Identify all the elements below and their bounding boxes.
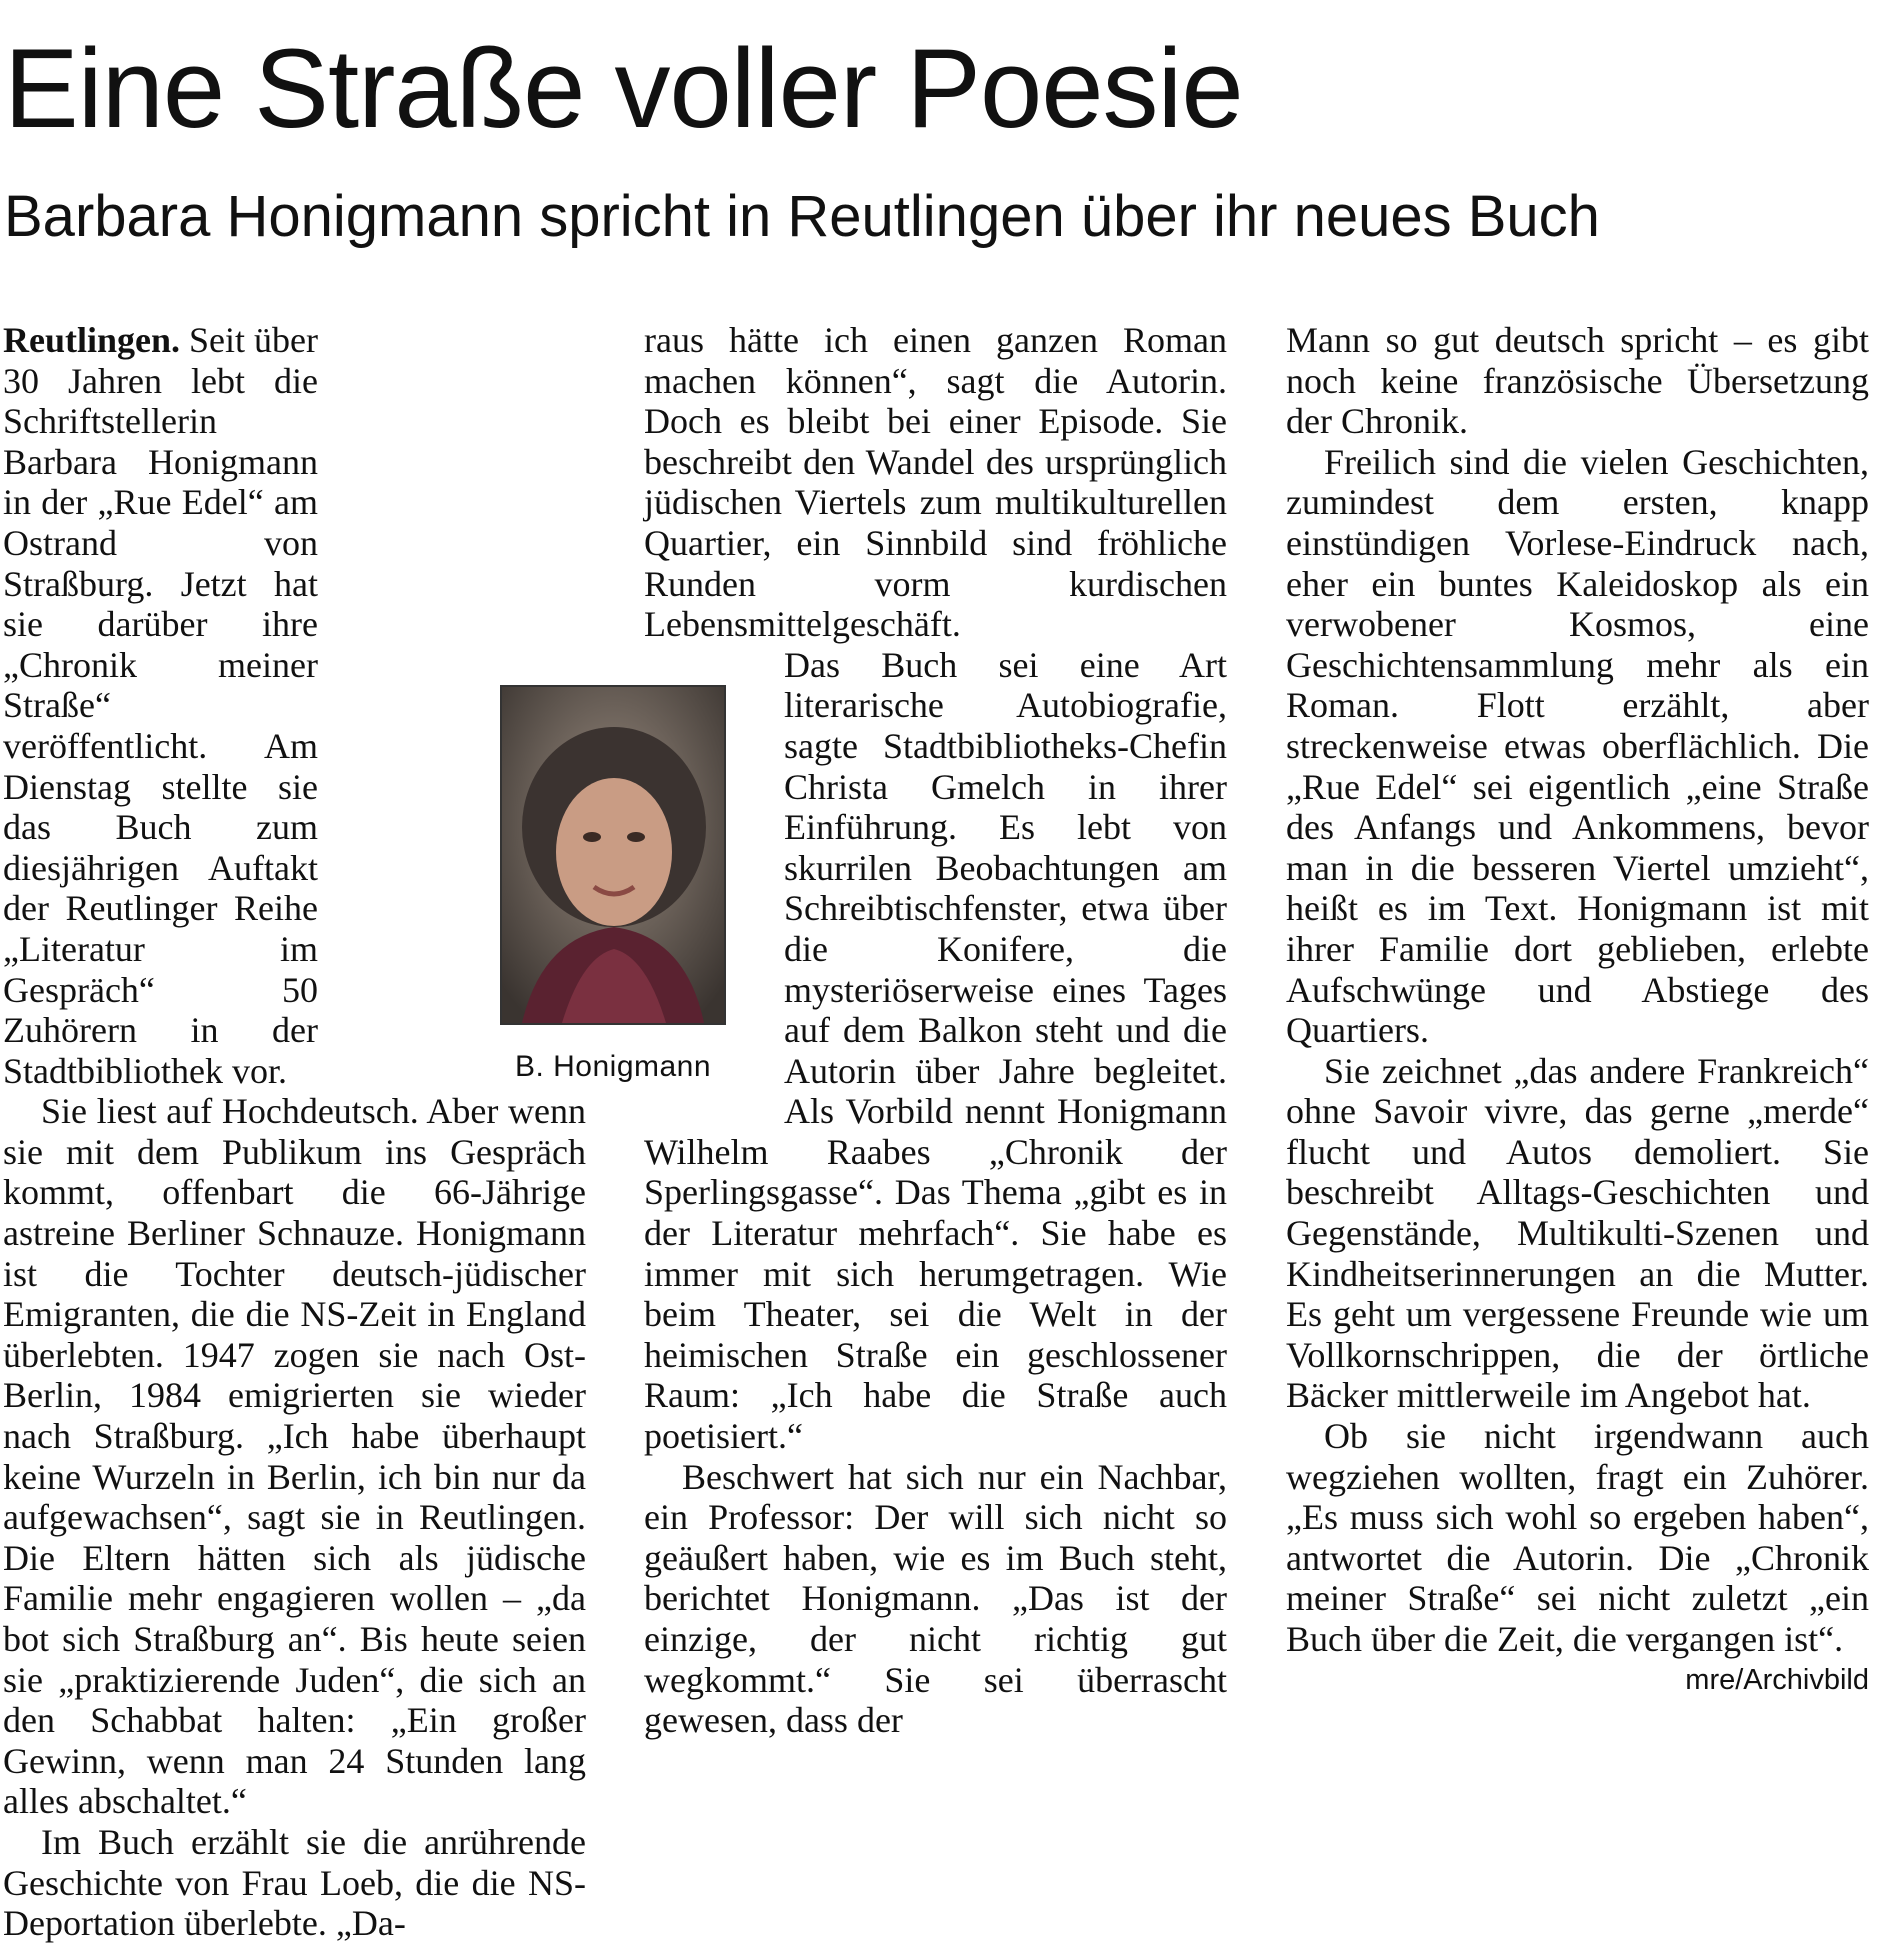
author-photo bbox=[500, 685, 726, 1025]
photo-credit: mre/Archivbild bbox=[1685, 1663, 1869, 1696]
paragraph: Sie zeichnet „das andere Frankreich“ ohne Savoir vivre, das gerne „merde“ flucht und Autos demoliert. Sie beschreibt Alltags-Geschichten und Gegenstände, Multikulti-Szenen und Kindheitserinnerungen an die Mutter. Es geht um vergessene Freunde wie um Vollkornschrippen, die der örtliche Bäcker mittlerweile im Angebot hat. bbox=[1286, 1050, 1869, 1416]
dateline: Reutlingen. bbox=[3, 320, 181, 360]
paragraph: Freilich sind die vielen Geschichten, zumindest dem ersten, knapp einstündigen Vorlese-Eindruck nach, eher ein buntes Kaleidoskop als ein verwobener Kosmos, eine Geschichtensammlung mehr als ein Roman. Flott erzählt, aber streckenweise etwas oberflächlich. Die „Rue Edel“ sei eigentlich „eine Straße des Anfangs und Ankommens, bevor man in die besseren Viertel umzieht“, heißt es im Text. Honigmann ist mit ihrer Familie dort geblieben, erlebte Aufschwünge und Abstiege des Quartiers. bbox=[1286, 441, 1869, 1051]
photo-caption: B. Honigmann bbox=[514, 1050, 712, 1083]
headline: Eine Straße voller Poesie bbox=[4, 26, 1243, 151]
paragraph: raus hätte ich einen ganzen Roman machen können“, sagt die Autorin. Doch es bleibt bei einer Episode. Sie beschreibt den Wandel des ursprünglich jüdischen Viertels zum multikulturellen Quartier, ein Sinnbild sind fröhliche Runden vorm kurdischen Lebensmittelgeschäft. bbox=[644, 320, 1227, 645]
paragraph: Das Buch sei eine Art literarische Autobiografie, sagte Stadtbibliotheks-Chefin Christa Gmelch in ihrer Einführung. Es lebt von skurrilen Beobachtungen am Schreibtischfenster, etwa über die Konifere, die mysteriöserweise eines Tages auf dem Balkon steht und die Autorin über Jahre begleitet. Als Vorbild nennt Honigmann Wilhelm Raabes „Chronik der Sperlingsgasse“. Das Thema „gibt es in der Literatur mehrfach“. Sie habe es immer mit sich herumgetragen. Wie beim Theater, sei die Welt in der heimischen Straße ein geschlossener Raum: „Ich habe die Straße auch poetisiert.“ bbox=[644, 644, 1227, 1457]
portrait-image bbox=[502, 687, 724, 1023]
article-column-2 bbox=[644, 320, 1227, 1741]
paragraph: Sie liest auf Hochdeutsch. Aber wenn sie mit dem Publikum ins Gespräch kommt, offenbart die 66-Jährige astreine Berliner Schnauze. Honigmann ist die Tochter deutsch-jüdischer Emigranten, die die NS-Zeit in England überlebten. 1947 zogen sie nach Ost-Berlin, 1984 emigrierten sie wieder nach Straßburg. „Ich habe überhaupt keine Wurzeln in Berlin, ich bin nur da aufgewachsen“, sagt sie in Reutlingen. Die Eltern hätten sich als jüdische Familie mehr engagieren wollen – „da bot sich Straßburg an“. Bis heute seien sie „praktizierende Juden“, die sich an den Schabbat halten: „Ein großer Gewinn, wenn man 24 Stunden lang alles abschaltet.“ bbox=[3, 1091, 586, 1822]
subheadline: Barbara Honigmann spricht in Reutlingen über ihr neues Buch bbox=[4, 184, 1600, 249]
paragraph: Beschwert hat sich nur ein Nachbar, ein Professor: Der will sich nicht so geäußert haben, wie es im Buch steht, berichtet Honigmann. „Das ist der einzige, der nicht richtig gut wegkommt.“ Sie sei überrascht gewesen, dass der bbox=[644, 1456, 1227, 1741]
article-column-1 bbox=[3, 320, 586, 1944]
paragraph: Im Buch erzählt sie die anrührende Geschichte von Frau Loeb, die die NS-Deportation überlebte. „Da- bbox=[3, 1821, 586, 1944]
article-column-3 bbox=[1286, 320, 1869, 1700]
paragraph: Mann so gut deutsch spricht – es gibt noch keine französische Übersetzung der Chronik. bbox=[1286, 320, 1869, 442]
paragraph-text: Seit über 30 Jahren lebt die Schriftstellerin Barbara Honigmann in der „Rue Edel“ am Ostrand von Straßburg. Jetzt hat sie darüber ihre „Chronik meiner Straße“ veröffentlicht. Am Dienstag stellte sie das Buch zum diesjährigen Auftakt der Reutlinger Reihe „Literatur im Gespräch“ 50 Zuhörern in der Stadtbibliothek vor. bbox=[3, 320, 318, 1091]
paragraph bbox=[1286, 1416, 1869, 1696]
paragraph-text: Ob sie nicht irgendwann auch wegziehen wollten, fragt ein Zuhörer. „Es muss sich wohl so ergeben haben“, antwortet die Autorin. Die „Chronik meiner Straße“ sei nicht zuletzt „ein Buch über die Zeit, die vergangen ist“. bbox=[1286, 1416, 1869, 1659]
